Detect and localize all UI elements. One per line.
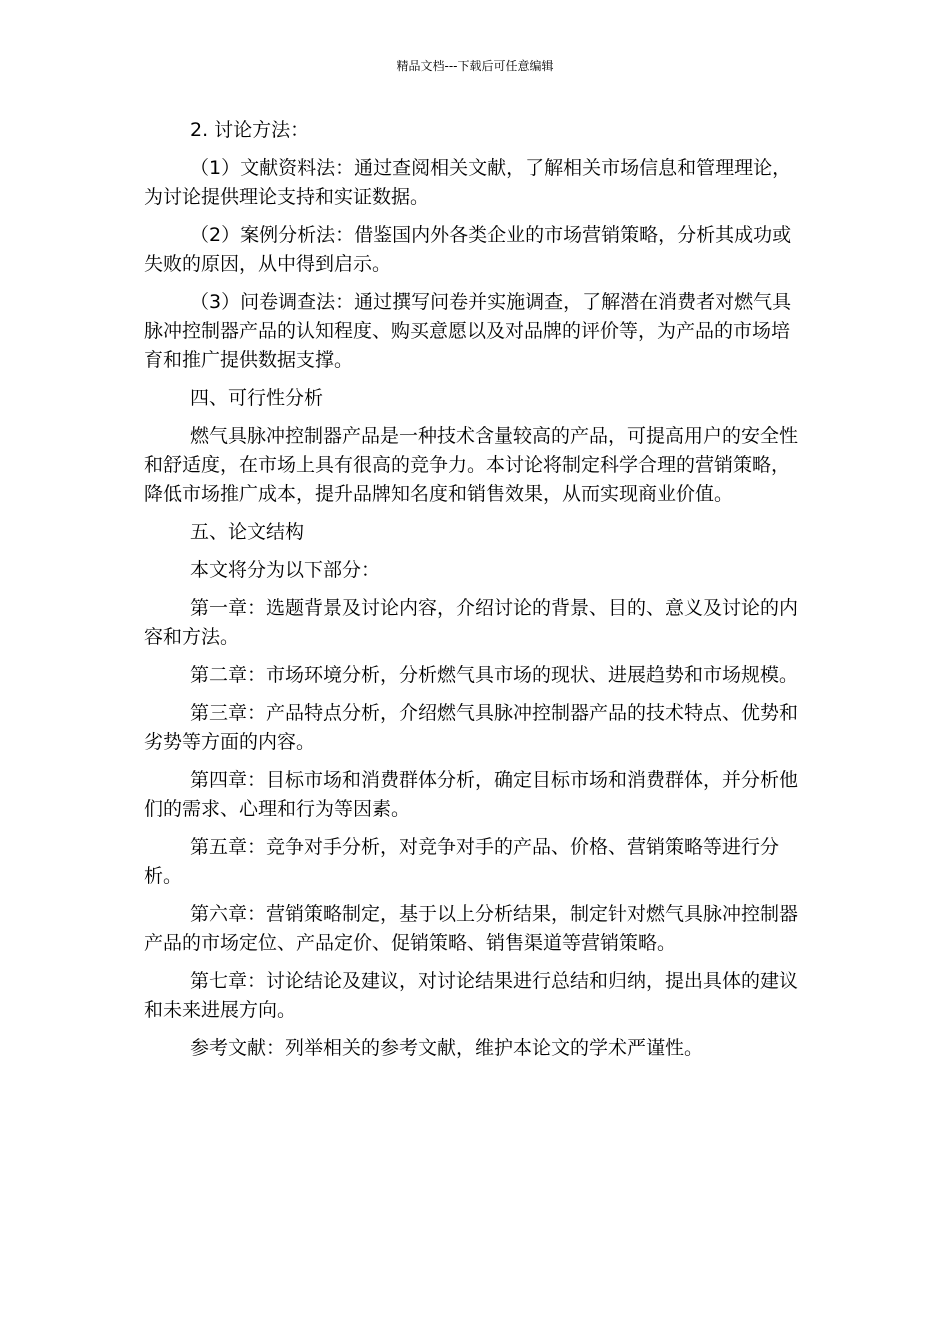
paragraph-chapter-2: 第二章：市场环境分析，分析燃气具市场的现状、进展趋势和市场规模。 xyxy=(190,664,799,686)
paragraph-case-method: （2）案例分析法：借鉴国内外各类企业的市场营销策略，分析其成功或失败的原因，从中得到启示。 xyxy=(144,224,792,275)
section-heading-structure: 五、论文结构 xyxy=(190,521,305,543)
paragraph-references: 参考文献：列举相关的参考文献，维护本论文的学术严谨性。 xyxy=(190,1037,704,1059)
paragraph-chapter-5: 第五章：竞争对手分析，对竞争对手的产品、价格、营销策略等进行分析。 xyxy=(144,836,780,887)
paragraph-chapter-7: 第七章：讨论结论及建议，对讨论结果进行总结和归纳，提出具体的建议和未来进展方向。 xyxy=(144,970,799,1021)
section-heading-methods: 2. 讨论方法： xyxy=(190,119,310,141)
paragraph-structure-intro: 本文将分为以下部分： xyxy=(190,559,381,581)
section-heading-feasibility: 四、可行性分析 xyxy=(190,387,324,409)
paragraph-literature-method: （1）文献资料法：通过查阅相关文献，了解相关市场信息和管理理论，为讨论提供理论支持和实证数据。 xyxy=(144,157,792,208)
page-header: 精品文档---下载后可任意编辑 xyxy=(396,59,554,73)
document-body xyxy=(144,116,808,1072)
paragraph-feasibility: 燃气具脉冲控制器产品是一种技术含量较高的产品，可提高用户的安全性和舒适度，在市场上具有很高的竞争力。本讨论将制定科学合理的营销策略，降低市场推广成本，提升品牌知名度和销售效果，从而实现商业价值。 xyxy=(144,425,799,505)
paragraph-chapter-6: 第六章：营销策略制定，基于以上分析结果，制定针对燃气具脉冲控制器产品的市场定位、产品定价、促销策略、销售渠道等营销策略。 xyxy=(144,903,799,954)
paragraph-survey-method: （3）问卷调查法：通过撰写问卷并实施调查，了解潜在消费者对燃气具脉冲控制器产品的认知程度、购买意愿以及对品牌的评价等，为产品的市场培育和推广提供数据支撑。 xyxy=(144,291,792,371)
paragraph-chapter-1: 第一章：选题背景及讨论内容，介绍讨论的背景、目的、意义及讨论的内容和方法。 xyxy=(144,597,799,648)
paragraph-chapter-4: 第四章：目标市场和消费群体分析，确定目标市场和消费群体，并分析他们的需求、心理和行为等因素。 xyxy=(144,769,799,820)
paragraph-chapter-3: 第三章：产品特点分析，介绍燃气具脉冲控制器产品的技术特点、优势和劣势等方面的内容。 xyxy=(144,702,799,753)
